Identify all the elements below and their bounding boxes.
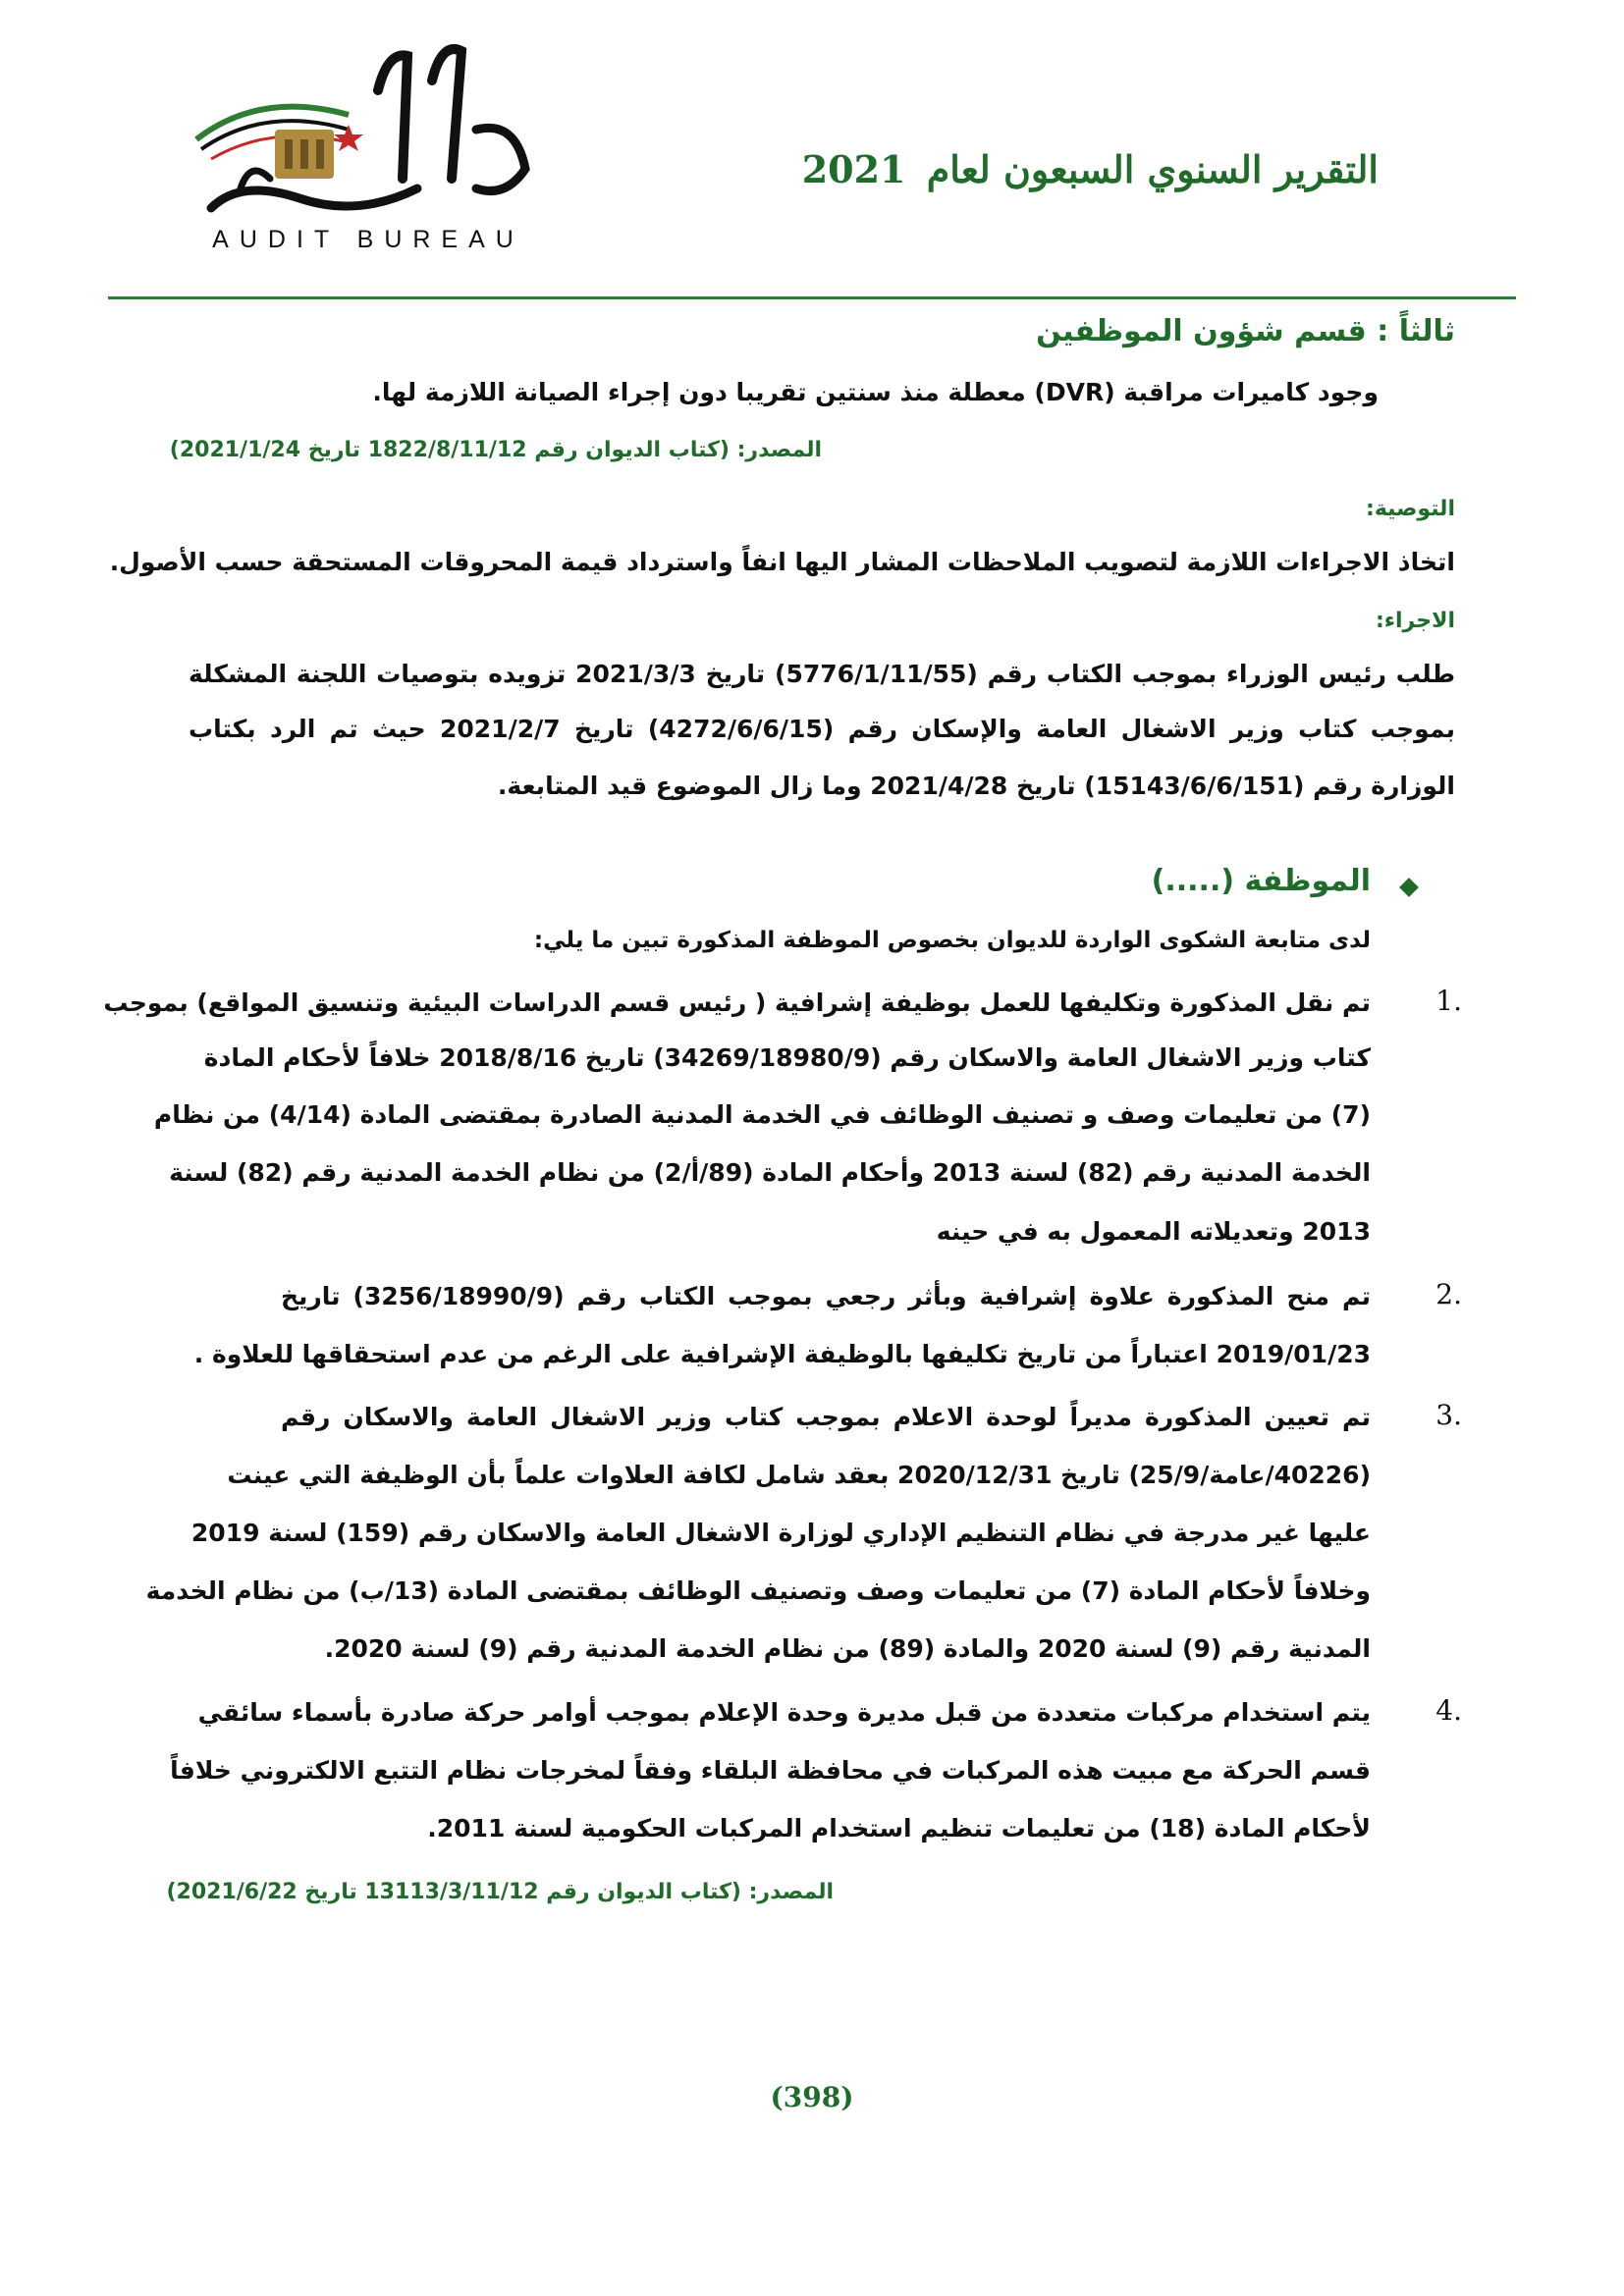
finding-text: وجود كاميرات مراقبة (DVR) معطلة منذ سنتين تقريبا دون إجراء الصيانة اللازمة لها. <box>372 378 1379 406</box>
employee-source: المصدر: (كتاب الديوان رقم 13113/3/11/12 تاريخ 2021/6/22) <box>166 1880 834 1904</box>
recommendation-text: اتخاذ الاجراءات اللازمة لتصويب الملاحظات المشار اليها انفاً واسترداد قيمة المحروقات المستحقة حسب الأصول. <box>109 548 1455 576</box>
audit-bureau-logo <box>182 31 555 257</box>
item-line: تم منح المذكورة علاوة إشرافية وبأثر رجعي بموجب الكتاب رقم (3256/18990/9) تاريخ <box>281 1282 1371 1310</box>
item-line: المدنية رقم (9) لسنة 2020 والمادة (89) من نظام الخدمة المدنية رقم (9) لسنة 2020. <box>324 1634 1371 1663</box>
item-line: وخلافاً لأحكام المادة (7) من تعليمات وصف وتصنيف الوظائف بمقتضى المادة (13/ب) من نظام الخدمة <box>145 1576 1371 1605</box>
item-line: (7) من تعليمات وصف و تصنيف الوظائف في الخدمة المدنية الصادرة بمقتضى المادة (4/14) من نظام <box>153 1100 1371 1129</box>
action-line: طلب رئيس الوزراء بموجب الكتاب رقم (5776/1/11/55) تاريخ 2021/3/3 تزويده بتوصيات اللجنة المشكلة <box>189 660 1456 688</box>
section-heading: ثالثاً : قسم شؤون الموظفين <box>1036 314 1455 348</box>
item-line: يتم استخدام مركبات متعددة من قبل مديرة وحدة الإعلام بموجب أوامر حركة صادرة بأسماء سائقي <box>197 1698 1371 1727</box>
action-line: بموجب كتاب وزير الاشغال العامة والإسكان رقم (4272/6/6/15) تاريخ 2021/2/7 حيث تم الرد بكتاب <box>189 715 1455 743</box>
item-number: 2. <box>1435 1278 1462 1310</box>
item-line: قسم الحركة مع مبيت هذه المركبات في محافظة البلقاء وفقاً لمخرجات نظام التتبع الالكتروني خلافاً <box>170 1756 1371 1785</box>
item-line: (40226/عامة/25/9) تاريخ 2020/12/31 بعقد شامل لكافة العلاوات علماً بأن الوظيفة التي عينت <box>227 1461 1371 1489</box>
action-label: الاجراء: <box>1375 609 1455 633</box>
finding-source: المصدر: (كتاب الديوان رقم 1822/8/11/12 تاريخ 2021/1/24) <box>169 438 822 462</box>
logo-emblem-icon <box>182 31 555 257</box>
item-number: 3. <box>1435 1399 1462 1431</box>
item-line: لأحكام المادة (18) من تعليمات تنظيم استخدام المركبات الحكومية لسنة 2011. <box>427 1814 1371 1842</box>
item-line: 2013 وتعديلاته المعمول به في حينه <box>936 1217 1371 1246</box>
item-number: 1. <box>1435 985 1462 1017</box>
header-divider <box>108 296 1516 299</box>
report-year: 2021 <box>801 147 906 191</box>
logo-english-text: AUDIT BUREAU <box>212 226 524 253</box>
report-title <box>802 147 1379 191</box>
diamond-bullet-icon <box>1399 878 1419 897</box>
page-number: (398) <box>770 2081 854 2113</box>
action-line: الوزارة رقم (15143/6/6/151) تاريخ 2021/4/28 وما زال الموضوع قيد المتابعة. <box>497 772 1455 800</box>
employee-intro: لدى متابعة الشكوى الواردة للديوان بخصوص الموظفة المذكورة تبين ما يلي: <box>533 928 1371 953</box>
item-line: الخدمة المدنية رقم (82) لسنة 2013 وأحكام المادة (89/أ/2) من نظام الخدمة المدنية رقم (82) لسنة <box>169 1158 1371 1187</box>
item-line: كتاب وزير الاشغال العامة والاسكان رقم (34269/18980/9) تاريخ 2018/8/16 خلافاً لأحكام المادة <box>203 1043 1371 1072</box>
employee-heading: الموظفة (.....) <box>1151 864 1371 898</box>
item-line: 2019/01/23 اعتباراً من تاريخ تكليفها بالوظيفة الإشرافية على الرغم من عدم استحقاقها للعلاوة . <box>193 1340 1371 1368</box>
item-line: عليها غير مدرجة في نظام التنظيم الإداري لوزارة الاشغال العامة والاسكان رقم (159) لسنة 2019 <box>190 1519 1371 1547</box>
item-line: تم تعيين المذكورة مديراً لوحدة الاعلام بموجب كتاب وزير الاشغال العامة والاسكان رقم <box>281 1403 1371 1431</box>
item-line: تم نقل المذكورة وتكليفها للعمل بوظيفة إشرافية ( رئيس قسم الدراسات البيئية وتنسيق المواقع) بموجب <box>103 988 1371 1017</box>
item-number: 4. <box>1435 1694 1462 1727</box>
recommendation-label: التوصية: <box>1366 497 1455 521</box>
report-title-text: التقرير السنوي السبعون لعام <box>926 147 1379 191</box>
